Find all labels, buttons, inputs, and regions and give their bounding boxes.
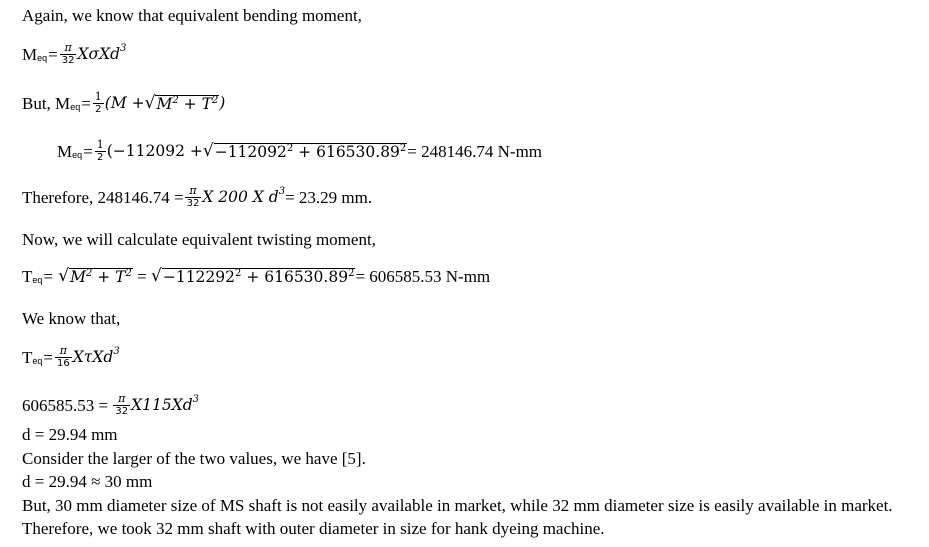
fraction-denominator: 32 (115, 406, 129, 417)
fraction-denominator: 32 (186, 198, 200, 209)
radicand: $-112292^2 + 616530.89^2$ (162, 268, 355, 286)
meq-subscript: eq (37, 53, 48, 63)
conclusion-text: Therefore, we took 32 mm shaft with outer diameter in size for hank dyeing machine. (22, 519, 605, 538)
fraction-denominator: 16 (57, 358, 70, 369)
square-root (144, 92, 220, 113)
diameter-value-text: d = 29.94 mm (22, 425, 118, 444)
text-line-14 (22, 497, 893, 514)
twisting-intro-text: Now, we will calculate equivalent twisting moment, (22, 230, 376, 249)
radicand: $M^2 + T^2$ (156, 94, 219, 113)
equals-sign: = (83, 142, 93, 161)
equation-teq-definition (22, 345, 120, 370)
fraction-one-half (93, 91, 104, 116)
fraction-numerator: π (118, 392, 126, 405)
radical-sign-icon: √ (202, 140, 214, 161)
text-line-6 (22, 231, 376, 248)
fraction-pi-16 (55, 345, 72, 370)
equals-sign: = (81, 94, 91, 113)
meq-subscript: eq (72, 150, 83, 160)
radicand: $-112092^2 + 616530.89^2$ (214, 142, 407, 161)
text-line-13 (22, 473, 152, 490)
meq-result: = 248146.74 N-mm (407, 142, 543, 161)
fraction-numerator: 1 (96, 138, 104, 151)
radical-sign-icon: √ (151, 266, 162, 286)
math-expression: XσXd (77, 44, 121, 63)
text-line-15 (22, 520, 605, 537)
equals-sign-2: = (132, 267, 151, 287)
we-know-text: We know that, (22, 309, 121, 328)
equals-sign: = (43, 348, 53, 367)
text-line-12 (22, 450, 366, 467)
fraction-numerator: 1 (94, 90, 102, 103)
close-paren: ) (219, 93, 226, 112)
fraction-numerator: π (59, 344, 67, 357)
but-meq-text: But, M (22, 94, 71, 113)
teq-symbol: T (22, 348, 33, 367)
intro-text: Again, we know that equivalent bending moment, (22, 6, 362, 25)
exponent: 3 (278, 185, 286, 197)
equation-meq-definition (22, 42, 126, 67)
exponent: 3 (192, 393, 200, 405)
fraction-numerator: π (64, 41, 72, 54)
fraction-numerator: π (189, 184, 197, 197)
teq-subscript: eq (32, 275, 43, 286)
radical-sign-icon: √ (58, 266, 70, 286)
equals-sign: = (43, 267, 58, 287)
teq-result: = 606585.53 N-mm (355, 267, 491, 287)
math-expression: XτXd (72, 347, 114, 366)
radicand: $M^2 + T^2$ (70, 268, 132, 286)
exponent: 3 (113, 345, 120, 357)
availability-text: But, 30 mm diameter size of MS shaft is not easily available in market, while 32 mm diameter size is easily available in market. (22, 496, 893, 515)
consider-text: Consider the larger of the two values, we have [5]. (22, 449, 366, 468)
square-root (202, 140, 407, 161)
meq-symbol: M (57, 142, 73, 161)
therefore-text: Therefore, 248146.74 = (22, 188, 184, 207)
equation-diameter-bending (22, 185, 372, 210)
diameter-result: = 23.29 mm. (285, 188, 373, 207)
fraction-pi-32 (185, 185, 202, 210)
fraction-pi-32 (60, 42, 77, 67)
fraction-denominator: 2 (97, 152, 104, 163)
open-paren-value: (−112092 + (106, 141, 203, 160)
math-expression: X115Xd (131, 395, 193, 414)
equation-meq-calculation (57, 139, 542, 164)
equation-teq-calculation (22, 268, 490, 286)
fraction-one-half (95, 139, 106, 164)
meq-symbol: M (22, 45, 38, 64)
diameter-approx-text: d = 29.94 ≈ 30 mm (22, 472, 153, 491)
radical-sign-icon: √ (144, 92, 156, 113)
equation-meq-formula (22, 91, 225, 116)
square-root-m-t (58, 268, 133, 286)
open-paren-expression: (M + (104, 93, 145, 112)
text-line-8 (22, 310, 120, 327)
fraction-denominator: 2 (95, 104, 102, 115)
fraction-denominator: 32 (61, 55, 75, 66)
meq-subscript: eq (70, 102, 81, 112)
exponent: 3 (120, 42, 127, 54)
text-line-11 (22, 426, 118, 443)
teq-subscript: eq (32, 356, 43, 366)
teq-symbol: T (22, 267, 33, 287)
twisting-value-text: 606585.53 = (22, 396, 113, 415)
equals-sign: = (48, 45, 58, 64)
fraction-pi-32 (113, 393, 130, 418)
math-expression: X 200 X d (202, 187, 279, 206)
square-root-values (151, 268, 355, 286)
equation-diameter-twisting (22, 393, 199, 418)
text-line-1 (22, 7, 362, 24)
